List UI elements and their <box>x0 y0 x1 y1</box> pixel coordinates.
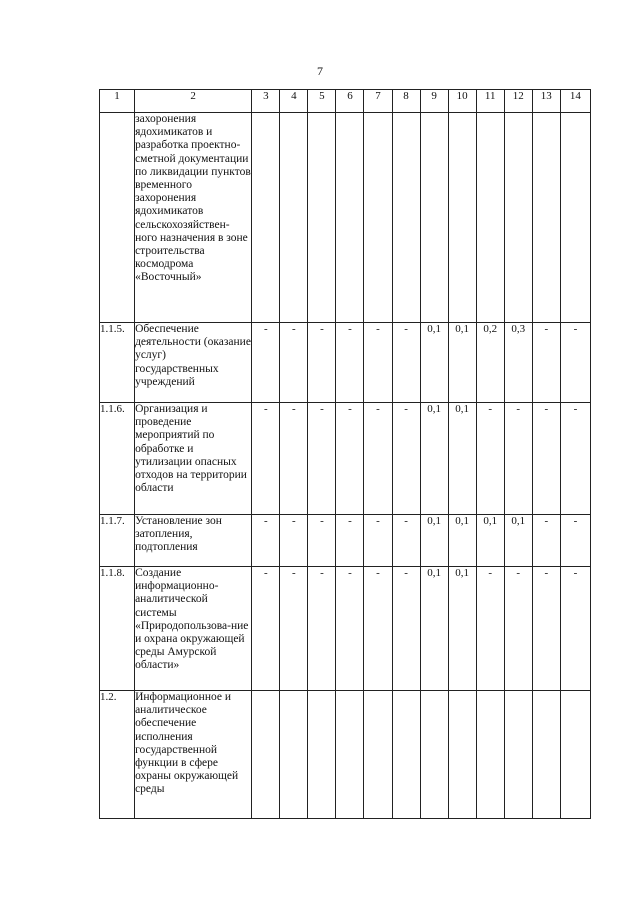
header-cell: 14 <box>560 90 590 113</box>
table-row <box>100 403 591 515</box>
value-cell: - <box>392 515 420 567</box>
value-cell: - <box>560 323 590 403</box>
value-cell: - <box>364 515 392 567</box>
value-cell: 0,1 <box>448 515 476 567</box>
value-cell: - <box>252 323 280 403</box>
value-cell: - <box>392 403 420 515</box>
header-cell: 7 <box>364 90 392 113</box>
value-cell: - <box>280 515 308 567</box>
value-cell: - <box>252 515 280 567</box>
value-cell: - <box>308 323 336 403</box>
value-cell: - <box>532 403 560 515</box>
value-cell <box>560 113 590 323</box>
value-cell: - <box>504 403 532 515</box>
row-name: Информационное и аналитическое обеспечение исполнения государственной функции в сфере охраны окружающей среды <box>135 691 252 819</box>
header-cell: 3 <box>252 90 280 113</box>
value-cell: - <box>560 403 590 515</box>
value-cell <box>252 691 280 819</box>
page-number: 7 <box>317 64 323 78</box>
value-cell <box>308 691 336 819</box>
value-cell: - <box>476 567 504 691</box>
row-code: 1.1.7. <box>100 515 135 567</box>
value-cell: - <box>308 515 336 567</box>
value-cell <box>448 691 476 819</box>
header-cell: 6 <box>336 90 364 113</box>
value-cell: - <box>476 403 504 515</box>
value-cell: - <box>252 567 280 691</box>
value-cell: - <box>364 567 392 691</box>
value-cell: - <box>336 567 364 691</box>
value-cell: - <box>280 567 308 691</box>
value-cell: - <box>308 403 336 515</box>
value-cell: 0,1 <box>448 323 476 403</box>
value-cell <box>280 113 308 323</box>
value-cell: - <box>364 403 392 515</box>
value-cell <box>504 113 532 323</box>
value-cell: 0,3 <box>504 323 532 403</box>
header-cell: 10 <box>448 90 476 113</box>
value-cell: - <box>392 323 420 403</box>
row-name: Создание информационно-аналитической системы «Природопользова-ние и охрана окружающей среды Амурской области» <box>135 567 252 691</box>
value-cell: - <box>280 403 308 515</box>
value-cell: 0,1 <box>448 567 476 691</box>
value-cell <box>448 113 476 323</box>
value-cell: - <box>336 515 364 567</box>
value-cell: - <box>532 515 560 567</box>
value-cell <box>364 691 392 819</box>
value-cell <box>560 691 590 819</box>
value-cell: 0,1 <box>420 323 448 403</box>
header-cell: 2 <box>135 90 252 113</box>
row-name: Установление зон затопления, подтопления <box>135 515 252 567</box>
table-row <box>100 323 591 403</box>
row-code: 1.1.8. <box>100 567 135 691</box>
value-cell <box>252 113 280 323</box>
value-cell: 0,1 <box>420 567 448 691</box>
header-cell: 1 <box>100 90 135 113</box>
table-body <box>100 113 591 819</box>
value-cell: 0,1 <box>420 515 448 567</box>
value-cell: - <box>532 567 560 691</box>
value-cell <box>420 691 448 819</box>
value-cell: - <box>560 515 590 567</box>
header-cell: 5 <box>308 90 336 113</box>
value-cell: 0,1 <box>448 403 476 515</box>
value-cell <box>476 113 504 323</box>
table-row <box>100 691 591 819</box>
value-cell <box>280 691 308 819</box>
value-cell: - <box>560 567 590 691</box>
value-cell: - <box>336 323 364 403</box>
value-cell: - <box>364 323 392 403</box>
value-cell <box>336 691 364 819</box>
value-cell <box>532 691 560 819</box>
header-cell: 12 <box>504 90 532 113</box>
value-cell: - <box>336 403 364 515</box>
row-name: захоронения ядохимикатов и разработка проектно-сметной документации по ликвидации пунктов временного захоронения ядохимикатов сельскохозяйствен-ного назначения в зоне строительства космодрома «Восточный» <box>135 113 252 323</box>
value-cell: 0,2 <box>476 323 504 403</box>
value-cell: - <box>392 567 420 691</box>
value-cell <box>532 113 560 323</box>
row-code: 1.1.5. <box>100 323 135 403</box>
table-row <box>100 515 591 567</box>
row-code: 1.1.6. <box>100 403 135 515</box>
value-cell <box>476 691 504 819</box>
value-cell: - <box>504 567 532 691</box>
row-name: Организация и проведение мероприятий по обработке и утилизации опасных отходов на территории области <box>135 403 252 515</box>
value-cell <box>364 113 392 323</box>
header-cell: 11 <box>476 90 504 113</box>
header-cell: 13 <box>532 90 560 113</box>
header-cell: 4 <box>280 90 308 113</box>
header-cell: 8 <box>392 90 420 113</box>
value-cell: - <box>280 323 308 403</box>
value-cell <box>420 113 448 323</box>
header-row <box>100 90 591 113</box>
row-name: Обеспечение деятельности (оказание услуг) государственных учреждений <box>135 323 252 403</box>
data-table <box>99 89 591 819</box>
value-cell <box>308 113 336 323</box>
value-cell: 0,1 <box>476 515 504 567</box>
value-cell: 0,1 <box>504 515 532 567</box>
value-cell: - <box>308 567 336 691</box>
header-cell: 9 <box>420 90 448 113</box>
value-cell: - <box>252 403 280 515</box>
row-code: 1.2. <box>100 691 135 819</box>
value-cell: 0,1 <box>420 403 448 515</box>
value-cell <box>392 113 420 323</box>
value-cell <box>504 691 532 819</box>
table-row <box>100 113 591 323</box>
value-cell <box>336 113 364 323</box>
value-cell <box>392 691 420 819</box>
table-row <box>100 567 591 691</box>
row-code <box>100 113 135 323</box>
value-cell: - <box>532 323 560 403</box>
